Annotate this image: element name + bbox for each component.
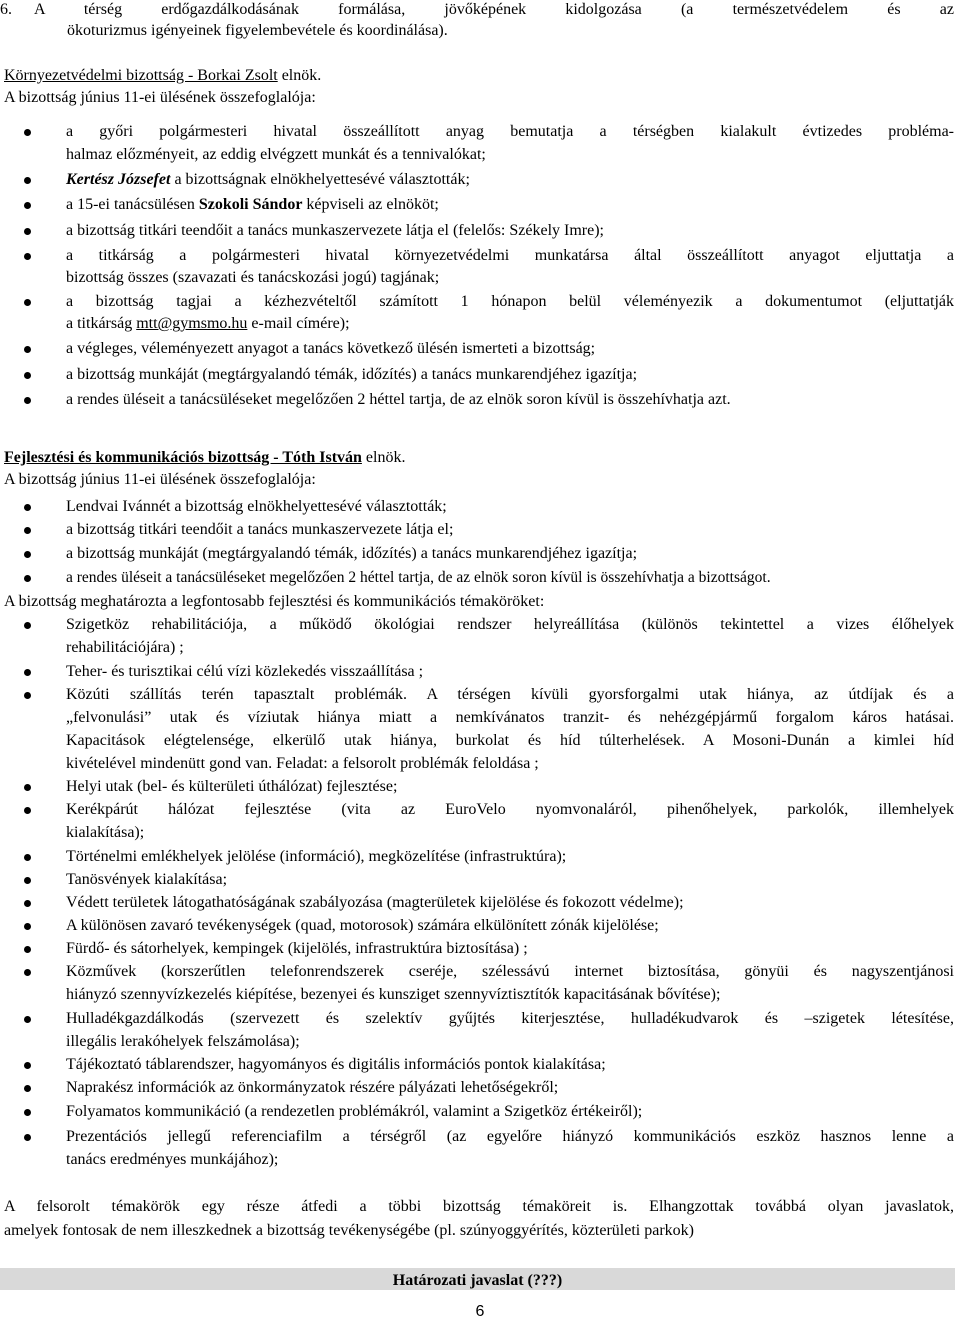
bullet-icon: [24, 372, 31, 379]
env-bullet-6-line-1: a bizottság tagjai a kézhezvételtől számított 1 hónapon belül véleményezik a dokumentumot (eljuttatják: [66, 293, 954, 310]
env-bullet-9: a rendes üléseit a tanácsüléseket megelőzően 2 héttel tartja, de az elnök soron kívül is összehívhatja azt.: [66, 391, 731, 408]
bullet-icon: [24, 527, 31, 534]
bullet-icon: [24, 299, 31, 306]
dev-committee-heading: Fejlesztési és kommunikációs bizottság - Tóth István elnök.: [4, 449, 406, 466]
bullet-icon: [24, 854, 31, 861]
bullet-icon: [24, 504, 31, 511]
top-item-number: 6.: [0, 1, 12, 18]
bullet-icon: [24, 253, 31, 260]
env-bullet-8: a bizottság munkáját (megtárgyalandó témák, időzítés) a tanács munkarendjéhez igazítja;: [66, 366, 638, 383]
bullet-icon: [24, 784, 31, 791]
dev-topic-3-line-1: Közúti szállítás terén tapasztalt problémák. A térségen kívüli gyorsforgalmi utak hiánya, az útdíjak és a: [66, 686, 954, 703]
env-committee-heading: Környezetvédelmi bizottság - Borkai Zsolt elnök.: [4, 67, 322, 84]
dev-topic-3-line-4: kivételével mindenütt gond van. Feladat: a felsorolt problémák feloldása ;: [66, 755, 539, 772]
email-link[interactable]: mtt@gymsmo.hu: [136, 315, 248, 332]
env-bullet-5-line-1: a titkárság a polgármesteri hivatal környezetvédelmi munkatársa által összeállított anyagot eljuttatja a: [66, 247, 954, 264]
bullet-icon: [24, 622, 31, 629]
dev-topic-7: Tanösvények kialakítása;: [66, 871, 228, 888]
dev-topic-15: Folyamatos kommunikáció (a rendezetlen problémákról, valamint a Szigetköz értékeiről);: [66, 1103, 643, 1120]
env-bullet-4: a bizottság titkári teendőit a tanács munkaszervezete látja el (felelős: Székely Imre);: [66, 222, 604, 239]
env-bullet-2: Kertész Józsefet a bizottságnak elnökhelyettesévé választották;: [66, 171, 470, 188]
dev-topic-13: Tájékoztató táblarendszer, hagyományos és digitális információs pontok kialakítása;: [66, 1056, 606, 1073]
bullet-icon: [24, 397, 31, 404]
env-bullet-6-line-2: a titkárság mtt@gymsmo.hu e-mail címére);: [66, 315, 350, 332]
dev-topic-12-line-2: illegális lerakóhelyek felszámolása);: [66, 1033, 300, 1050]
bullet-icon: [24, 346, 31, 353]
dev-bullet-4: a rendes üléseit a tanácsüléseket megelőzően 2 héttel tartja, de az elnök soron kívül is összehívhatja a bizottságot.: [66, 569, 771, 586]
bullet-icon: [24, 669, 31, 676]
dev-topic-11-line-2: hiányzó szennyvízkezelés kiépítése, bezenyei és kunsziget szennyvíztisztítók kapacitásának bővítése);: [66, 986, 721, 1003]
bullet-icon: [24, 969, 31, 976]
bullet-icon: [24, 807, 31, 814]
dev-topic-10: Fürdő- és sátorhelyek, kempingek (kijelölés, infrastruktúra biztosítása) ;: [66, 940, 528, 957]
bullet-icon: [24, 1062, 31, 1069]
bullet-icon: [24, 129, 31, 136]
dev-topic-5-line-2: kialakítása);: [66, 824, 145, 841]
dev-topic-4: Helyi utak (bel- és külterületi úthálózat) fejlesztése;: [66, 778, 398, 795]
dev-topic-16-line-1: Prezentációs jellegű referenciafilm a térségről (az egyelőre hiányzó kommunikációs eszköz hasznos lenne a: [66, 1128, 954, 1145]
bullet-icon: [24, 1134, 31, 1141]
dev-bullet-1: Lendvai Ivánnét a bizottság elnökhelyettesévé választották;: [66, 498, 447, 515]
dev-topic-5-line-1: Kerékpárút hálózat fejlesztése (vita az EuroVelo nyomvonaláról, pihenőhelyek, parkolók, illemhelyek: [66, 801, 954, 818]
bullet-icon: [24, 202, 31, 209]
env-bullet-5-line-2: bizottság összes (szavazati és tanácskozási jogú) tagjának;: [66, 269, 440, 286]
dev-bullet-3: a bizottság munkáját (megtárgyalandó témák, időzítés) a tanács munkarendjéhez igazítja;: [66, 545, 638, 562]
dev-topic-8: Védett területek látogathatóságának szabályozása (magterületek kijelölése és fokozott védelme);: [66, 894, 684, 911]
dev-topic-3-line-3: Kapacitások elégtelensége, elkerülő utak hiánya, burkolat és híd túlterhelések. A Mosoni-Dunán a kimlei híd: [66, 732, 954, 749]
bullet-icon: [24, 1109, 31, 1116]
env-bullet-7: a végleges, véleményezett anyagot a tanács következő ülésén ismerteti a bizottság;: [66, 340, 596, 357]
dev-committee-intro: A bizottság június 11-ei ülésének összefoglalója:: [4, 471, 316, 488]
dev-topic-11-line-1: Közművek (korszerűtlen telefonrendszerek cseréje, szélessávú internet biztosítása, gönyüi és nagyszentjánosi: [66, 963, 954, 980]
page-number: 6: [475, 1303, 485, 1320]
closing-line-2: amelyek fontosak de nem illeszkednek a bizottság tevékenységébe (pl. szúnyoggyérítés, közterületi parkok): [4, 1222, 694, 1239]
bullet-icon: [24, 1016, 31, 1023]
bullet-icon: [24, 923, 31, 930]
resolution-heading: Határozati javaslat (???): [392, 1272, 563, 1289]
bullet-icon: [24, 177, 31, 184]
bullet-icon: [24, 692, 31, 699]
env-committee-intro: A bizottság június 11-ei ülésének összefoglalója:: [4, 89, 316, 106]
top-item-line-1: 6. A térség erdőgazdálkodásának formálása, jövőképének kidolgozása (a természetvédelem és az: [0, 1, 954, 18]
dev-topic-9: A különösen zavaró tevékenységek (quad, motorosok) számára elkülönített zónák kijelölése;: [66, 917, 659, 934]
bullet-icon: [24, 551, 31, 558]
bullet-icon: [24, 946, 31, 953]
bullet-icon: [24, 1085, 31, 1092]
bullet-icon: [24, 877, 31, 884]
top-item-line-2: ökoturizmus igényeinek figyelembevétele és koordinálása).: [67, 22, 448, 39]
dev-topic-1-line-1: Szigetköz rehabilitációja, a működő ökológiai rendszer helyreállítása (különös tekintettel a vizes élőhelyek: [66, 616, 954, 633]
dev-topic-2: Teher- és turisztikai célú vízi közlekedés visszaállítása ;: [66, 663, 424, 680]
dev-topic-1-line-2: rehabilitációjára) ;: [66, 639, 184, 656]
dev-topics-intro: A bizottság meghatározta a legfontosabb fejlesztési és kommunikációs témaköröket:: [4, 593, 545, 610]
closing-line-1: A felsorolt témakörök egy része átfedi a többi bizottság témaköreit is. Elhangzottak továbbá olyan javaslatok,: [4, 1198, 954, 1215]
dev-topic-6: Történelmi emlékhelyek jelölése (információ), megközelítése (infrastruktúra);: [66, 848, 567, 865]
bullet-icon: [24, 575, 31, 582]
env-bullet-1-line-2: halmaz előzményeit, az eddig elvégzett munkát és a tennivalókat;: [66, 146, 486, 163]
env-bullet-3: a 15-ei tanácsülésen Szokoli Sándor képviseli az elnököt;: [66, 196, 439, 213]
dev-topic-16-line-2: tanács eredményes munkájához);: [66, 1151, 279, 1168]
dev-topic-12-line-1: Hulladékgazdálkodás (szervezett és szelektív gyűjtés kiterjesztése, hulladékudvarok és –szigetek létesítése,: [66, 1010, 954, 1027]
dev-topic-3-line-2: „felvonulási” utak és víziutak hiánya miatt a nemkívánatos tranzit- és nehézgépjármű forgalom káros hatásai.: [66, 709, 954, 726]
env-bullet-1-line-1: a győri polgármesteri hivatal összeállított anyag bemutatja a térségben kialakult évtizedes probléma-: [66, 123, 954, 140]
dev-topic-14: Naprakész információk az önkormányzatok részére pályázati lehetőségekről;: [66, 1079, 559, 1096]
bullet-icon: [24, 900, 31, 907]
dev-bullet-2: a bizottság titkári teendőit a tanács munkaszervezete látja el;: [66, 521, 454, 538]
bullet-icon: [24, 228, 31, 235]
